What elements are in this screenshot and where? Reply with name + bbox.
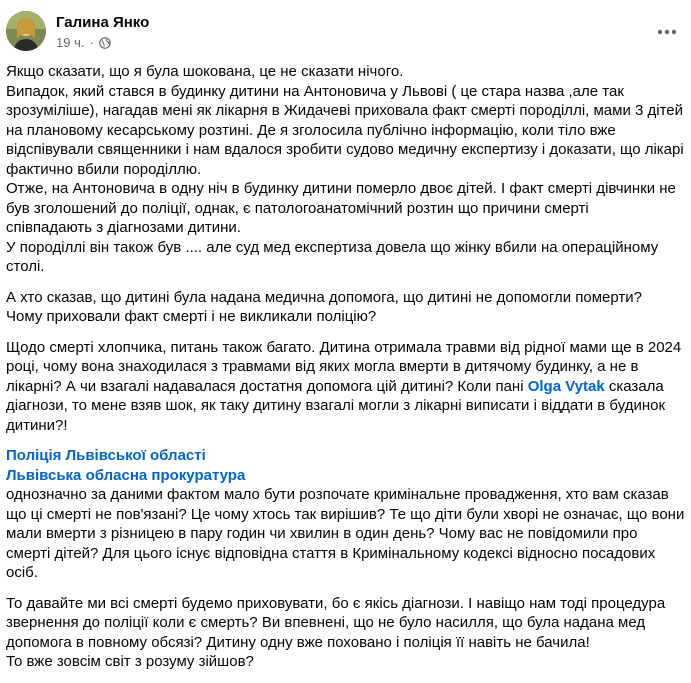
text-line: році, чому вона знаходилася з травмами від яких могла вмерти в дитячому будинку, а не в xyxy=(6,358,639,375)
post-meta xyxy=(56,35,111,51)
text-line: зрозуміліше), нагадав мені як лікарня в Жидачеві приховала факт смерті породіллі, мами 3 дітей xyxy=(6,102,684,119)
text-line: звернення до поліції коли є смерть? Ви впевнені, що не було насилля, що була надана мед xyxy=(6,614,646,631)
post-text xyxy=(6,62,686,683)
text-line: мали вмерти з різницею в пару годин чи хвилин в один день? Чому вас не повідомили про xyxy=(6,525,638,542)
text-line: Щодо смерті хлопчика, питань також багато. Дитина отримала травми від рідної мами ще в 2024 xyxy=(6,338,682,356)
post-time[interactable]: 19 ч. xyxy=(56,35,85,50)
text-line: на плановому кесарському розтині. Де я зголосила публічно інформацію, коли тіло вже xyxy=(6,121,616,139)
mention-prosecutor-lviv[interactable]: Львівська обласна прокуратура xyxy=(6,466,246,484)
text-line: Випадок, який стався в будинку дитини на Антоновича у Львові ( це стара назва ,але так xyxy=(6,82,624,100)
text-line: однозначно за даними фактом мало бути розпочате кримінальне провадження, хто вам сказав xyxy=(6,486,669,503)
text-line: смерті дітей? Для цього існує відповідна стаття в Кримінальному кодексі відносно посадових xyxy=(6,544,656,562)
text-line: У породіллі він також був .... але суд мед експертиза довела що жінку вбили на операційному xyxy=(6,238,659,256)
globe-icon[interactable] xyxy=(99,37,111,49)
text-line: То давайте ми всі смерті будемо приховувати, бо є якісь діагнози. І навіщо нам тоді процедура xyxy=(6,594,666,612)
text-line: співпадають з діагнозами дитини. xyxy=(6,219,241,236)
text-line: Чому приховали факт смерті і не викликали поліцію? xyxy=(6,308,377,325)
text-line: дитини?! xyxy=(6,416,68,434)
paragraph-5 xyxy=(6,594,686,672)
paragraph-2 xyxy=(6,288,686,327)
mention-police-lviv[interactable]: Поліція Львівської області xyxy=(6,447,206,464)
avatar[interactable] xyxy=(6,11,46,51)
text-line: То вже зовсім світ з розуму зійшов? xyxy=(6,653,254,670)
paragraph-3 xyxy=(6,338,686,436)
text-line: відспівували священники і нам вдалося зробити судово медичну експертизу і доказати, що лікарі xyxy=(6,141,684,158)
mention-olga-vytak[interactable]: Olga Vytak xyxy=(527,377,605,395)
text-line-with-mention xyxy=(6,377,686,397)
text-line: Якщо сказати, що я була шокована, це не сказати нічого. xyxy=(6,63,404,80)
text-line: був зголошений до поліції, однак, є патологоанатомічний розтин що причини смерті xyxy=(6,199,589,217)
more-options-icon[interactable] xyxy=(653,18,681,46)
text-line: фактично вбили породіллю. xyxy=(6,160,202,178)
text-line: що ці смерті не пов'язані? Це чому хтось так вирішив? Те що діти були хворі не означає, що вони xyxy=(6,505,685,523)
text-line: діагнози, то мене взяв шок, як таку дитину взагалі могли з лікарні виписати і віддати в будинок xyxy=(6,397,666,414)
post-header xyxy=(6,8,681,56)
text-line: осіб. xyxy=(6,564,38,581)
paragraph-4 xyxy=(6,446,686,583)
text-line: допомога в повному обсязі? Дитину одну вже поховано і поліція її навіть не бачила! xyxy=(6,633,590,651)
author-name[interactable]: Галина Янко xyxy=(56,14,150,31)
avatar-image xyxy=(6,11,46,51)
text-line: столі. xyxy=(6,258,45,275)
text-fragment: сказала xyxy=(604,377,664,395)
text-fragment: лікарні? А чи взагалі надавалася достатня допомога цій дитині? Коли пані xyxy=(6,377,528,395)
text-line: Отже, на Антоновича в одну ніч в будинку дитини померло двоє дітей. І факт смерті дівчинки не xyxy=(6,180,676,197)
paragraph-1 xyxy=(6,62,686,277)
text-line: А хто сказав, що дитині була надана медична допомога, що дитині не допомогли померти? xyxy=(6,288,642,306)
meta-separator: · xyxy=(89,35,94,50)
